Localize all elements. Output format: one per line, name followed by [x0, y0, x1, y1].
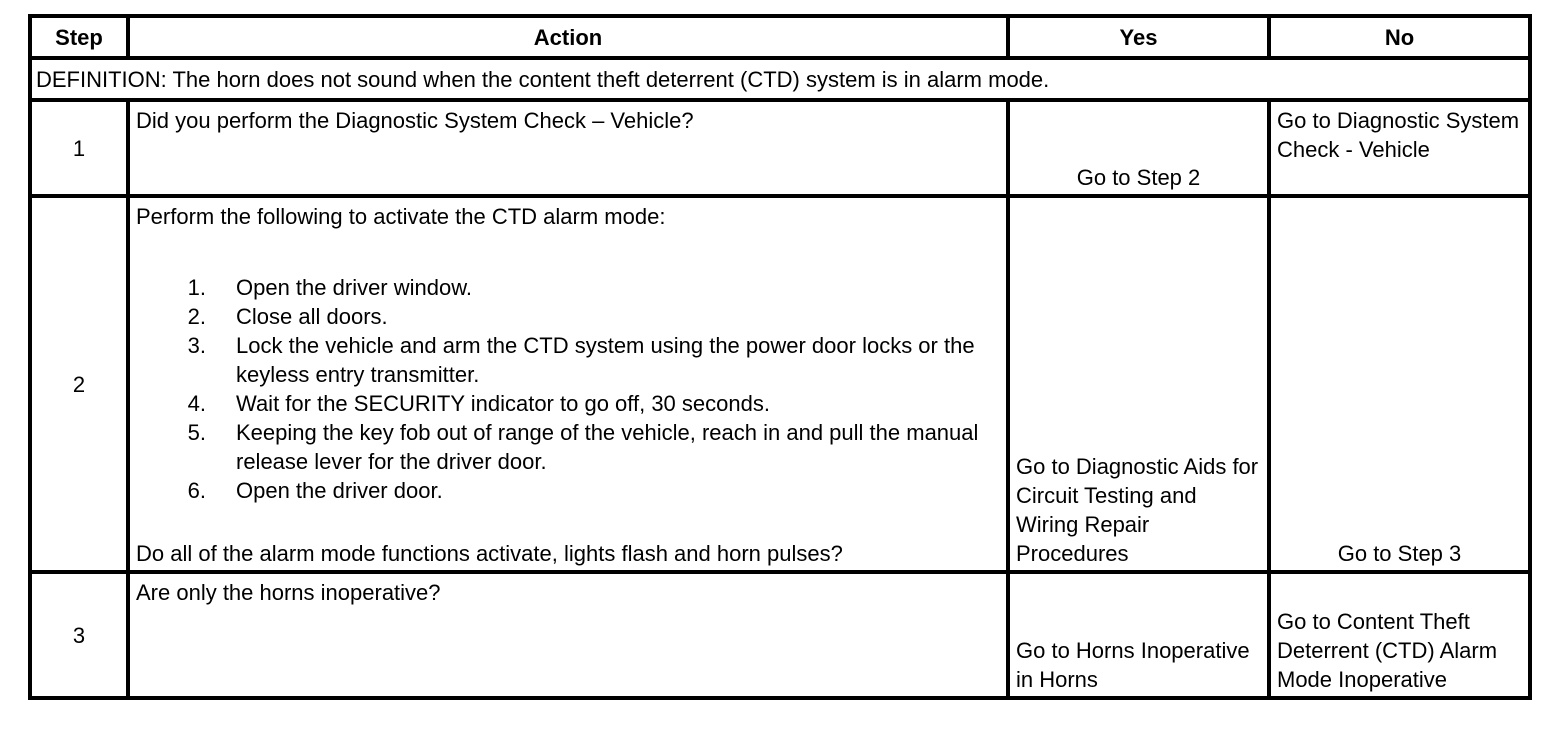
list-item — [136, 273, 1000, 302]
diagnostic-table — [28, 14, 1532, 700]
substep-number: 2. — [187, 304, 206, 329]
header-no: No — [1269, 16, 1530, 58]
action-intro: Perform the following to activate the CTD alarm mode: — [136, 204, 666, 229]
header-row — [30, 16, 1530, 58]
substep-text: Open the driver window. — [236, 275, 473, 300]
list-item — [136, 418, 1000, 476]
no-result: Go to Diagnostic System Check - Vehicle — [1269, 100, 1530, 196]
step-number: 1 — [30, 100, 128, 196]
substep-number: 1. — [187, 275, 206, 300]
header-yes: Yes — [1008, 16, 1269, 58]
header-step: Step — [30, 16, 128, 58]
substep-text: Lock the vehicle and arm the CTD system using the power door locks or the keyless entry transmitter. — [236, 333, 975, 387]
definition-text: DEFINITION: The horn does not sound when the content theft deterrent (CTD) system is in alarm mode. — [30, 58, 1530, 100]
list-item — [136, 302, 1000, 331]
yes-result: Go to Step 2 — [1008, 100, 1269, 196]
action-text: Are only the horns inoperative? — [128, 572, 1008, 698]
action-cell — [128, 196, 1008, 572]
table-row — [30, 196, 1530, 572]
table-row — [30, 572, 1530, 698]
substep-number: 5. — [187, 420, 206, 445]
substep-list — [136, 273, 1000, 505]
table-row — [30, 100, 1530, 196]
yes-result: Go to Horns Inoperative in Horns — [1008, 572, 1269, 698]
substep-number: 4. — [187, 391, 206, 416]
substep-number: 3. — [187, 333, 206, 358]
no-result: Go to Step 3 — [1269, 196, 1530, 572]
action-text: Did you perform the Diagnostic System Check – Vehicle? — [128, 100, 1008, 196]
action-question: Do all of the alarm mode functions activate, lights flash and horn pulses? — [136, 541, 843, 566]
substep-text: Open the driver door. — [236, 478, 443, 503]
list-item — [136, 476, 1000, 505]
step-number: 2 — [30, 196, 128, 572]
header-action: Action — [128, 16, 1008, 58]
substep-number: 6. — [187, 478, 206, 503]
step-number: 3 — [30, 572, 128, 698]
list-item — [136, 389, 1000, 418]
substep-text: Wait for the SECURITY indicator to go off, 30 seconds. — [236, 391, 770, 416]
substep-text: Keeping the key fob out of range of the vehicle, reach in and pull the manual release lever for the driver door. — [236, 420, 979, 474]
list-item — [136, 331, 1000, 389]
yes-result: Go to Diagnostic Aids for Circuit Testing and Wiring Repair Procedures — [1008, 196, 1269, 572]
definition-row — [30, 58, 1530, 100]
no-result: Go to Content Theft Deterrent (CTD) Alarm Mode Inoperative — [1269, 572, 1530, 698]
substep-text: Close all doors. — [236, 304, 388, 329]
